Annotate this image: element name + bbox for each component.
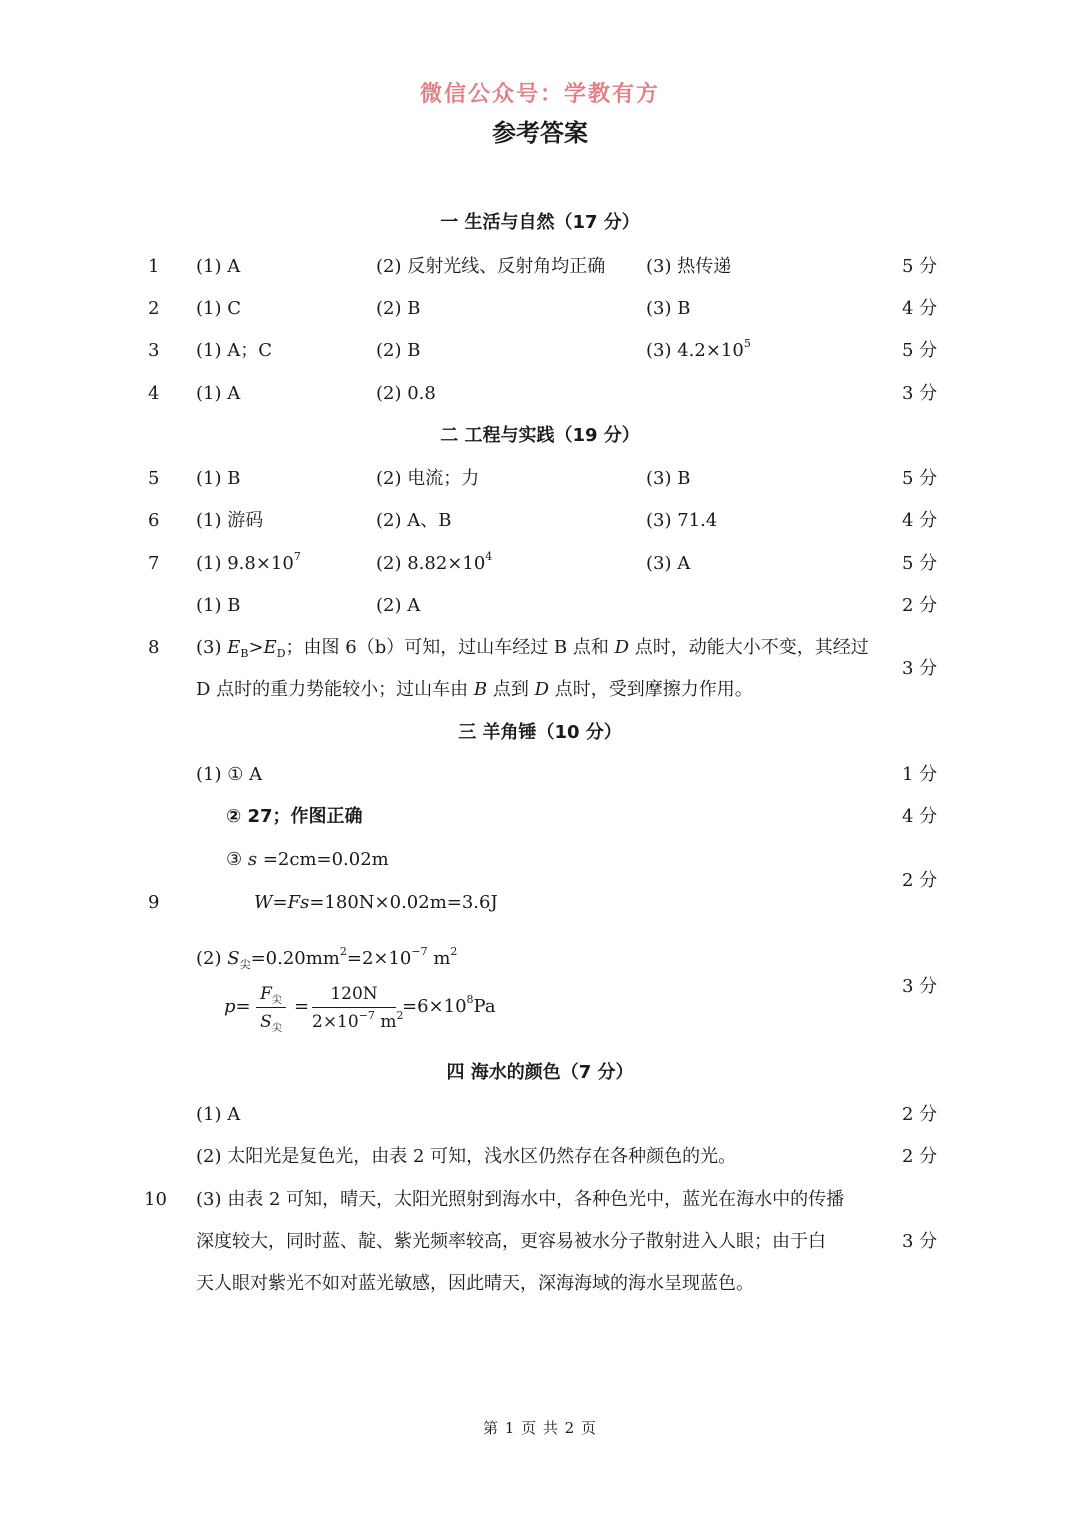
answer-part-3: (3) 71.4 <box>646 510 718 531</box>
answer-part-3-line-1: (3) 由表 2 可知，晴天，太阳光照射到海水中，各种色光中，蓝光在海水中的传播 <box>196 1189 845 1210</box>
question-number: 5 <box>148 468 160 489</box>
question-number: 4 <box>148 383 160 404</box>
answer-part-1: (1) B <box>196 595 241 616</box>
answer-part-3: (3) 热传递 <box>646 256 732 277</box>
answer-part-2: (2) B <box>376 298 421 319</box>
answer-part-3: (3) B <box>646 298 691 319</box>
section-heading-3: 三 羊角锤（10 分） <box>458 722 622 743</box>
score: 2 分 <box>902 1146 938 1167</box>
score: 4 分 <box>902 298 938 319</box>
answer-part-1: (1) A <box>196 383 241 404</box>
answer-part-3-line-3: 天人眼对紫光不如对蓝光敏感，因此晴天，深海海域的海水呈现蓝色。 <box>196 1273 754 1294</box>
score: 2 分 <box>902 870 938 891</box>
answer-part-2-area: (2) $S_尖=0.20mm^2=2\times 10^{-7}$ $m^2$ <box>196 945 458 971</box>
score: 4 分 <box>902 806 938 827</box>
score: 3 分 <box>902 383 938 404</box>
score: 3 分 <box>902 976 938 997</box>
answer-part-2: (2) 电流；力 <box>376 468 480 489</box>
answer-part-2: (2) 0.8 <box>376 383 436 404</box>
score: 1 分 <box>902 764 938 785</box>
answer-part-1: (1) C <box>196 298 241 319</box>
fraction-2-numerator: 120N <box>330 984 378 1004</box>
answer-part-2: (2) 太阳光是复色光，由表 2 可知，浅水区仍然存在各种颜色的光。 <box>196 1146 737 1167</box>
score: 4 分 <box>902 510 938 531</box>
question-number: 3 <box>148 340 160 361</box>
answer-part-1: (1) A；C <box>196 340 272 361</box>
question-number: 2 <box>148 298 160 319</box>
answer-part-1: (1) B <box>196 468 241 489</box>
answer-part-3: (3) A <box>646 553 691 574</box>
answer-part-3-line-2: D 点时的重力势能较小；过山车由 B 点到 D 点时，受到摩擦力作用。 <box>196 679 753 700</box>
question-number: 6 <box>148 510 160 531</box>
answer-part-3-line-1: (3) $E_B>E_D$；由图 6（b）可知，过山车经过 B 点和 D 点时，动能大小不变，其经过 <box>196 637 869 660</box>
page-title: 参考答案 <box>492 118 588 147</box>
answer-part-1-3: ③ s =2cm=0.02m <box>226 849 389 870</box>
answer-part-3-line-2: 深度较大，同时蓝、靛、紫光频率较高，更容易被水分子散射进入人眼；由于白 <box>196 1231 826 1252</box>
fraction-2-denominator: $2\times 10^{-7}$ $m^2$ <box>312 1009 404 1032</box>
fraction-1-numerator: $F_尖$ <box>260 984 282 1006</box>
score: 2 分 <box>902 1104 938 1125</box>
score: 5 分 <box>902 553 938 574</box>
watermark-text: 微信公众号：学教有方 <box>419 82 660 107</box>
answer-part-1: (1) A <box>196 256 241 277</box>
answer-part-2: (2) A <box>376 595 421 616</box>
answer-part-2: (2) $8.82\times 10^4$ <box>376 550 493 574</box>
question-number: 1 <box>148 256 160 277</box>
section-heading-4: 四 海水的颜色（7 分） <box>446 1062 634 1083</box>
score: 5 分 <box>902 468 938 489</box>
answer-part-1: (1) 游码 <box>196 510 264 531</box>
question-number: 7 <box>148 553 160 574</box>
score: 5 分 <box>902 256 938 277</box>
answer-part-2: (2) 反射光线、反射角均正确 <box>376 256 606 277</box>
score: 3 分 <box>902 1231 938 1252</box>
answer-part-1: (1) $9.8\times 10^7$ <box>196 550 301 574</box>
section-heading-1: 一 生活与自然（17 分） <box>440 212 640 233</box>
fraction-1-denominator: $S_尖$ <box>260 1012 282 1034</box>
score: 5 分 <box>902 340 938 361</box>
question-number: 10 <box>144 1189 167 1210</box>
page-footer: 第 1 页 共 2 页 <box>483 1419 597 1437</box>
answer-part-1: (1) A <box>196 1104 241 1125</box>
answer-part-3: (3) $4.2\times 10^5$ <box>646 337 751 361</box>
fraction-1-bar <box>256 1007 286 1008</box>
question-number: 8 <box>148 637 160 658</box>
question-number: 9 <box>148 892 160 913</box>
fraction-2-bar <box>312 1007 396 1008</box>
answer-part-3: (3) B <box>646 468 691 489</box>
answer-part-2: (2) B <box>376 340 421 361</box>
score: 2 分 <box>902 595 938 616</box>
work-formula: W=Fs=180N×0.02m=3.6J <box>254 892 498 913</box>
answer-part-2: (2) A、B <box>376 510 452 531</box>
score: 3 分 <box>902 658 938 679</box>
section-heading-2: 二 工程与实践（19 分） <box>440 425 640 446</box>
answer-part-1-2: ② 27；作图正确 <box>226 806 363 827</box>
answer-part-1-1: (1) ① A <box>196 764 263 785</box>
